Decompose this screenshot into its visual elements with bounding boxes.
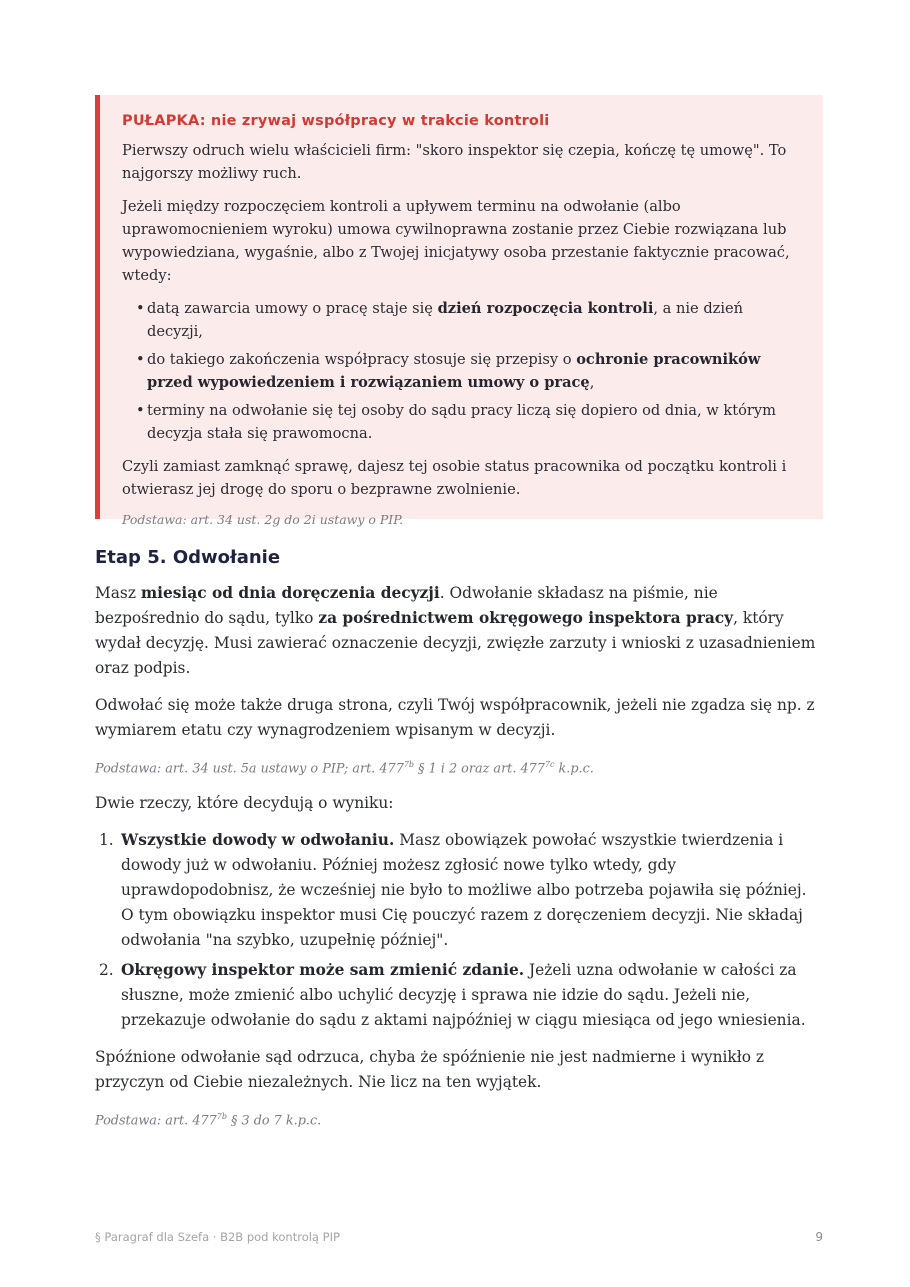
section-heading: Etap 5. Odwołanie (95, 547, 281, 568)
text: Podstawa: art. 34 ust. 5a ustawy o PIP; art. 477 (95, 761, 404, 777)
appeal-paragraph-1 (95, 581, 823, 681)
warning-title: PUŁAPKA: nie zrywaj współpracy w trakcie kontroli (122, 113, 550, 129)
bullet-icon: • (136, 300, 145, 317)
superscript: 7b (403, 760, 415, 769)
text: § 3 do 7 k.p.c. (226, 1113, 322, 1129)
legal-basis-2 (95, 1107, 823, 1131)
bullet-text: do takiego zakończenia współpracy stosuje się przepisy o (147, 351, 577, 368)
bullet-text: , a nie dzień decyzji, (147, 300, 744, 340)
appeal-paragraph-3: Spóźnione odwołanie sąd odrzuca, chyba że spóźnienie nie jest nadmierne i wynikło z przyczyn od Ciebie niezależnych. Nie licz na ten wyjątek. (95, 1048, 765, 1092)
list-number: 1. (99, 831, 114, 850)
footer-title: § Paragraf dla Szefa · B2B pod kontrolą PIP (95, 1230, 340, 1244)
legal-basis-1 (95, 755, 823, 779)
warning-bullet-item (136, 297, 799, 343)
bullet-text: datą zawarcia umowy o pracę staje się (147, 300, 438, 317)
text: Masz (95, 584, 141, 602)
bullet-text: terminy na odwołanie się tej osoby do sądu pracy liczą się dopiero od dnia, w którym decyzja stała się prawomocna. (147, 402, 776, 442)
text: Masz obowiązek powołać wszystkie twierdzenia i dowody już w odwołaniu. Później możesz zgłosić nowe tylko wtedy, gdy uprawdopodobnisz, że wcześniej nie było to możliwe albo potrzeba pojawiła się później. O tym obowiązku inspektor musi Cię pouczyć razem z doręczeniem decyzji. Nie składaj odwołania "na szybko, uzupełnię później". (121, 831, 807, 950)
text: Podstawa: art. 477 (95, 1113, 217, 1129)
warning-legal-basis: Podstawa: art. 34 ust. 2g do 2i ustawy o PIP. (122, 512, 404, 527)
warning-bullet-list (136, 297, 799, 445)
text: § 1 i 2 oraz art. 477 (414, 761, 545, 777)
text: , który wydał decyzję. Musi zawierać oznaczenie decyzji, zwięzłe zarzuty i wnioski z uzasadnieniem oraz podpis. (95, 609, 816, 677)
bold-text: miesiąc od dnia doręczenia decyzji (140, 584, 440, 602)
warning-bullet-item (136, 399, 799, 445)
bullet-text: , (589, 374, 595, 391)
bold-text: Wszystkie dowody w odwołaniu. (121, 831, 395, 850)
warning-paragraph-2: Jeżeli między rozpoczęciem kontroli a upływem terminu na odwołanie (albo uprawomocnieniem wyroku) umowa cywilnoprawna zostanie przez Ciebie rozwiązana lub wypowiedziana, wygaśnie, albo z Twojej inicjatywy osoba przestanie faktycznie pracować, wtedy: (122, 198, 790, 284)
superscript: 7c (544, 760, 555, 769)
appeal-section (95, 545, 823, 1144)
list-item (95, 958, 823, 1033)
page-number: 9 (815, 1230, 823, 1244)
appeal-paragraph-2: Odwołać się może także druga strona, czyli Twój współpracownik, jeżeli nie zgadza się np. z wymiarem etatu czy wynagrodzeniem wpisanym w decyzji. (95, 696, 815, 739)
bullet-icon: • (136, 402, 145, 419)
bullet-bold-text: ochronie pracowników przed wypowiedzeniem i rozwiązaniem umowy o pracę (147, 351, 761, 391)
text: Jeżeli uzna odwołanie w całości za słuszne, może zmienić albo uchylić decyzję i sprawa nie idzie do sądu. Jeżeli nie, przekazuje odwołanie do sądu z aktami najpóźniej w ciągu miesiąca od jego wniesienia. (121, 961, 806, 1030)
text: . Odwołanie składasz na piśmie, nie bezpośrednio do sądu, tylko (95, 584, 718, 627)
superscript: 7b (216, 1112, 227, 1122)
warning-callout (95, 95, 823, 527)
numbered-list (95, 828, 823, 1033)
bold-text: Okręgowy inspektor może sam zmienić zdanie. (121, 961, 525, 980)
warning-paragraph-1: Pierwszy odruch wielu właścicieli firm: "skoro inspektor się czepia, kończę tę umowę". To najgorszy możliwy ruch. (122, 142, 787, 182)
warning-bullet-item (136, 348, 799, 394)
list-number: 2. (99, 961, 114, 980)
list-item (95, 828, 823, 953)
warning-paragraph-3: Czyli zamiast zamknąć sprawę, dajesz tej osobie status pracownika od początku kontroli i otwierasz jej drogę do sporu o bezprawne zwolnienie. (122, 458, 787, 498)
bullet-bold-text: dzień rozpoczęcia kontroli (437, 300, 654, 317)
bullet-icon: • (136, 351, 145, 368)
text: k.p.c. (554, 761, 594, 777)
bold-text: za pośrednictwem okręgowego inspektora pracy (318, 609, 734, 627)
list-intro: Dwie rzeczy, które decydują o wyniku: (95, 794, 394, 813)
